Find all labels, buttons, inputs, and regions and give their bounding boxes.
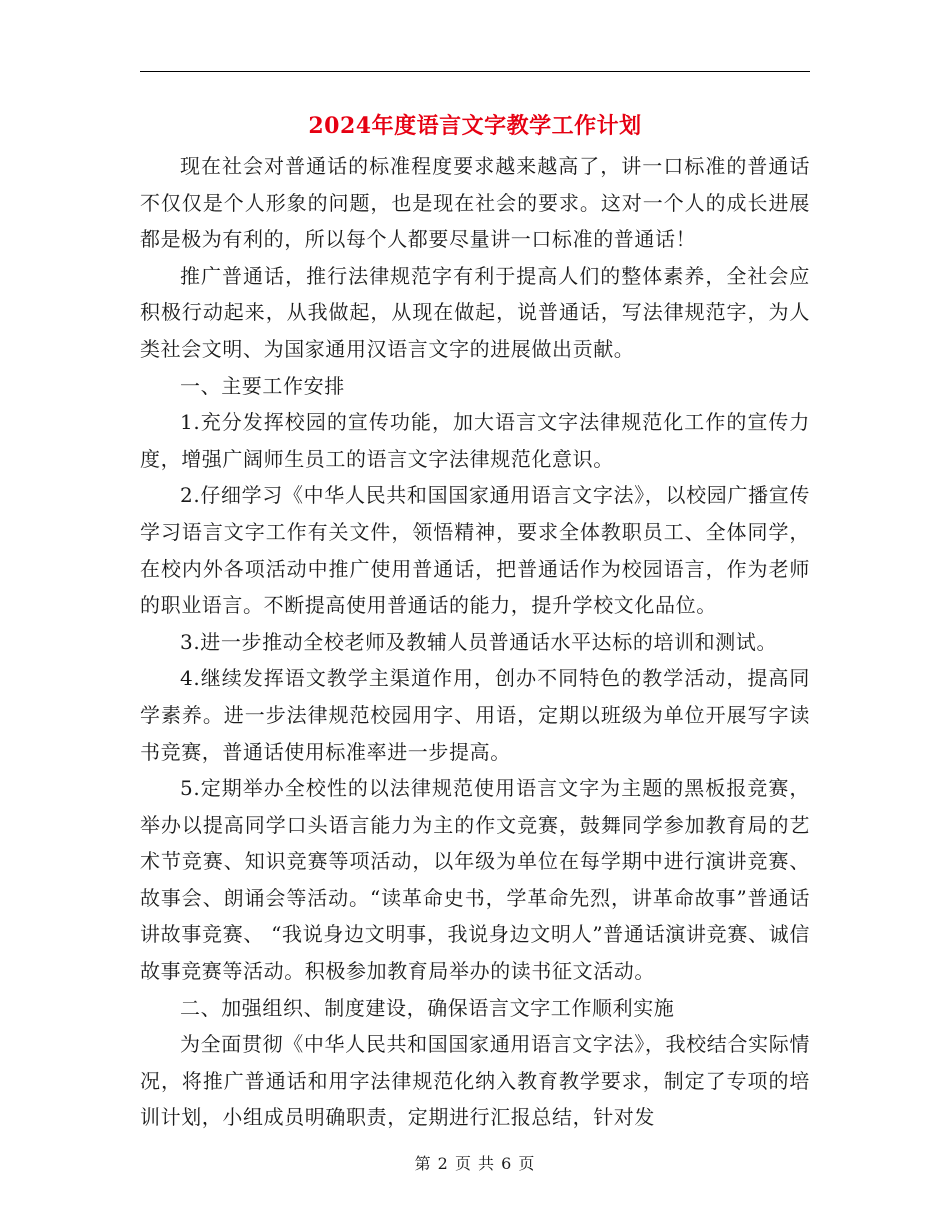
section-heading-main-work: 一、主要工作安排 (180, 373, 345, 398)
page-number: 第 2 页 共 6 页 (414, 1154, 536, 1173)
list-item-1: 1.充分发挥校园的宣传功能，加大语言文字法律规范化工作的宣传力度，增强广阔师生员工的语言文字法律规范化意识。 (140, 410, 810, 471)
list-item-4: 4.继续发挥语文教学主渠道作用，创办不同特色的教学活动，提高同学素养。进一步法律规范校园用字、用语，定期以班级为单位开展写字读书竞赛，普通话使用标准率进一步提高。 (140, 666, 810, 764)
document-title: 2024年度语言文字教学工作计划 (308, 113, 642, 139)
list-item-3: 3.进一步推动全校老师及教辅人员普通话水平达标的培训和测试。 (180, 629, 778, 654)
list-item-5: 5.定期举办全校性的以法律规范使用语言文字为主题的黑板报竞赛，举办以提高同学口头语言能力为主的作文竞赛，鼓舞同学参加教育局的艺术节竞赛、知识竞赛等项活动，以年级为单位在每学期中进行演讲竞赛、故事会、朗诵会等活动。“读革命史书，学革命先烈，讲革命故事”普通话讲故事竞赛、 “我说身边文明事，我说身边文明人”普通话演讲竞赛、诚信故事竞赛等活动。积极参加教育局举办的读书征文活动。 (140, 776, 810, 984)
paragraph-promotion: 推广普通话，推行法律规范字有利于提高人们的整体素养，全社会应积极行动起来，从我做起，从现在做起，说普通话，写法律规范字，为人类社会文明、为国家通用汉语言文字的进展做出贡献。 (140, 263, 810, 361)
document-body (140, 148, 810, 1136)
paragraph-implementation: 为全面贯彻《中华人民共和国国家通用语言文字法》，我校结合实际情况，将推广普通话和用字法律规范化纳入教育教学要求，制定了专项的培训计划，小组成员明确职责，定期进行汇报总结，针对发 (140, 1032, 810, 1130)
paragraph-intro: 现在社会对普通话的标准程度要求越来越高了，讲一口标准的普通话不仅仅是个人形象的问题，也是现在社会的要求。这对一个人的成长进展都是极为有利的，所以每个人都要尽量讲一口标准的普通话！ (140, 154, 810, 252)
section-heading-organization: 二、加强组织、制度建设，确保语言文字工作顺利实施 (180, 995, 675, 1020)
list-item-2: 2.仔细学习《中华人民共和国国家通用语言文字法》，以校园广播宣传学习语言文字工作有关文件，领悟精神，要求全体教职员工、全体同学，在校内外各项活动中推广使用普通话，把普通话作为校园语言，作为老师的职业语言。不断提高使用普通话的能力，提升学校文化品位。 (140, 483, 810, 618)
header-rule (140, 71, 810, 72)
